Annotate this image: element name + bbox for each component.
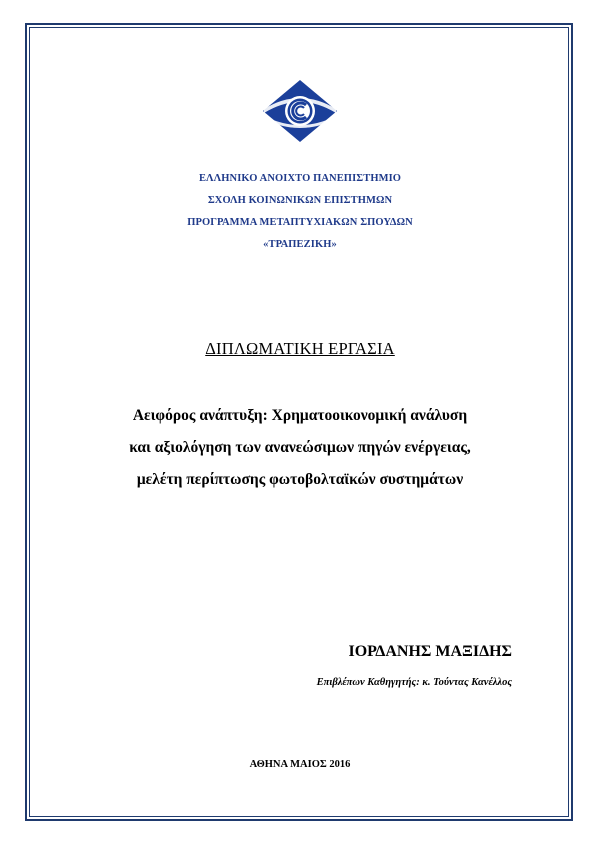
place-date: ΑΘΗΝΑ ΜΑΙΟΣ 2016 (249, 759, 351, 770)
thesis-title-line: μελέτη περίπτωσης φωτοβολταϊκών συστημάτων (136, 471, 464, 488)
program-name: ΠΡΟΓΡΑΜΜΑ ΜΕΤΑΠΤΥΧΙΑΚΩΝ ΣΠΟΥΔΩΝ (187, 217, 413, 228)
thesis-title (0, 400, 600, 496)
thesis-title-line: Αειφόρος ανάπτυξη: Χρηματοοικονομική ανάλυση (132, 407, 468, 424)
university-logo-icon (262, 79, 338, 143)
thesis-title-line: και αξιολόγηση των ανανεώσιμων πηγών ενέργειας, (129, 439, 471, 456)
school-name: ΣΧΟΛΗ ΚΟΙΝΩΝΙΚΩΝ ΕΠΙΣΤΗΜΩΝ (207, 195, 393, 206)
supervisor: Επιβλέπων Καθηγητής: κ. Τούντας Κανέλλος (316, 677, 512, 688)
specialization-name: «ΤΡΑΠΕΖΙΚΗ» (263, 239, 337, 250)
author-name: ΙΟΡΔΑΝΗΣ ΜΑΞΙΔΗΣ (348, 643, 512, 660)
university-header (0, 168, 600, 256)
thesis-type: ΔΙΠΛΩΜΑΤΙΚΗ ΕΡΓΑΣΙΑ (205, 339, 395, 358)
university-name: ΕΛΛΗΝΙΚΟ ΑΝΟΙΧΤΟ ΠΑΝΕΠΙΣΤΗΜΙΟ (198, 173, 402, 184)
